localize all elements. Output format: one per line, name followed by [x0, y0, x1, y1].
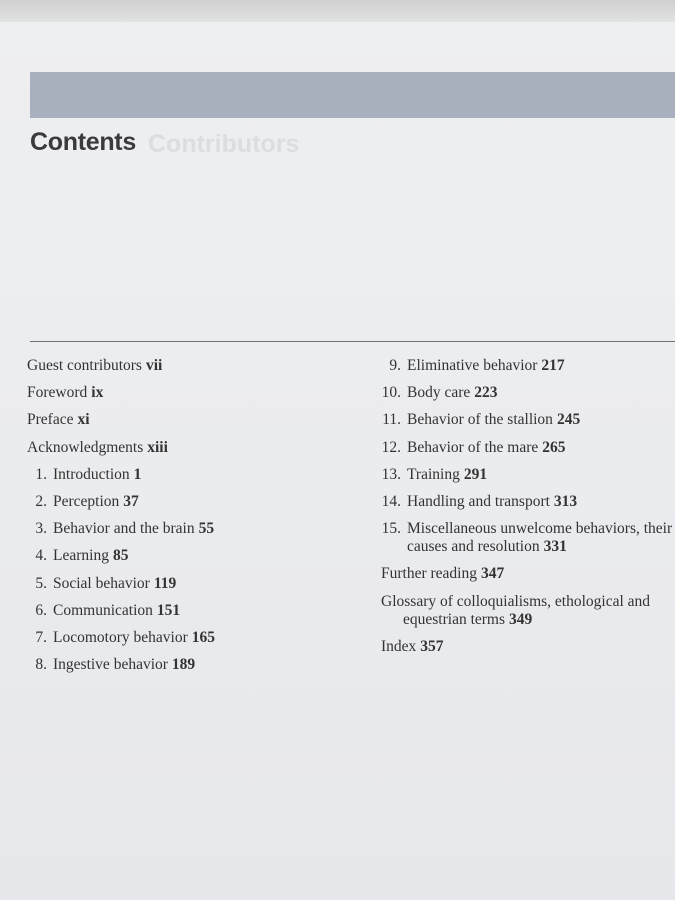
entry-label: Miscellaneous unwelcome behaviors, their [407, 520, 673, 538]
page-title: Contents [30, 128, 136, 156]
chapter-number: 1. [35, 465, 47, 483]
toc-entry [381, 384, 675, 402]
chapter-number: 15. [381, 520, 401, 538]
entry-label-continuation [381, 538, 675, 556]
toc-entry [27, 575, 367, 593]
toc-entry [27, 656, 367, 674]
toc-entry [27, 520, 367, 538]
toc-entry [27, 439, 367, 457]
entry-label: Perception [53, 492, 120, 510]
divider-rule [30, 341, 675, 342]
chapter-number: 3. [35, 520, 47, 538]
chapter-number: 13. [381, 465, 401, 483]
chapter-number: 9. [389, 357, 401, 374]
entry-label: Training [407, 465, 460, 483]
entry-label: Guest contributors [27, 357, 142, 374]
chapter-number: 8. [35, 656, 47, 674]
page-top-edge [0, 0, 675, 22]
entry-page: 151 [156, 601, 181, 619]
entry-label: Handling and transport [407, 492, 550, 510]
entry-label-continuation [381, 611, 675, 629]
toc-entry [381, 593, 675, 629]
toc-entry [27, 411, 367, 429]
entry-label: Body care [407, 384, 471, 402]
toc-entry [27, 384, 367, 402]
entry-page: 119 [153, 574, 177, 592]
toc-entry [381, 466, 675, 484]
entry-page: 357 [420, 637, 444, 655]
entry-label: Behavior of the mare [407, 438, 539, 456]
entry-page: 55 [198, 520, 215, 538]
entry-page: 223 [474, 384, 498, 402]
toc-entry [27, 493, 367, 511]
chapter-number: 12. [381, 438, 401, 456]
entry-label: Glossary of colloquialisms, ethological and [381, 592, 651, 610]
chapter-number: 10. [381, 384, 401, 402]
entry-page: 217 [541, 357, 565, 374]
entry-label: Social behavior [53, 574, 150, 592]
entry-label-cont-text: equestrian terms [403, 610, 506, 628]
entry-page: 349 [509, 610, 533, 628]
entry-label: Further reading [381, 565, 477, 583]
toc-entry [381, 357, 675, 375]
chapter-number: 6. [35, 601, 47, 619]
entry-label: Behavior of the stallion [407, 411, 553, 429]
entry-label: Learning [53, 547, 109, 565]
entry-label: Index [381, 637, 417, 655]
header-band [30, 72, 675, 118]
toc-left-column [27, 357, 367, 683]
entry-page: 1 [133, 465, 142, 483]
chapter-number: 2. [35, 492, 47, 510]
entry-page: 189 [171, 656, 196, 674]
chapter-number: 7. [35, 628, 47, 646]
entry-page: vii [145, 357, 163, 374]
entry-label: Communication [53, 601, 153, 619]
chapter-number: 11. [382, 411, 401, 429]
entry-label: Acknowledgments [27, 438, 144, 456]
toc-entry [27, 629, 367, 647]
toc-entry [27, 357, 367, 375]
entry-label-cont-text: causes and resolution [407, 538, 540, 556]
entry-page: ix [91, 384, 104, 402]
entry-page: 85 [112, 547, 129, 565]
toc-entry [381, 565, 675, 583]
entry-page: 331 [543, 538, 567, 556]
chapter-number: 4. [35, 547, 47, 565]
toc-entry [381, 520, 675, 556]
entry-page: 347 [480, 565, 505, 583]
toc-entry [27, 602, 367, 620]
entry-page: 245 [556, 411, 581, 429]
toc-entry [27, 466, 367, 484]
entry-page: 265 [542, 438, 566, 456]
toc-entry [27, 547, 367, 565]
chapter-number: 5. [35, 574, 47, 592]
toc-entry [381, 411, 675, 429]
entry-label: Ingestive behavior [53, 656, 168, 674]
entry-page: 165 [191, 628, 215, 646]
entry-page: 313 [553, 492, 578, 510]
entry-page: 37 [123, 492, 139, 510]
entry-page: xi [77, 411, 90, 429]
entry-label: Behavior and the brain [53, 520, 195, 538]
toc-entry [381, 638, 675, 656]
toc-entry [381, 439, 675, 457]
toc-right-column [381, 357, 675, 665]
chapter-number: 14. [381, 492, 401, 510]
entry-label: Foreword [27, 384, 88, 402]
entry-page: 291 [463, 465, 488, 483]
entry-label: Preface [27, 411, 74, 429]
entry-page: xiii [147, 438, 168, 456]
entry-label: Eliminative behavior [407, 357, 538, 374]
entry-label: Introduction [53, 465, 130, 483]
entry-label: Locomotory behavior [53, 628, 188, 646]
show-through-title: Contributors [148, 130, 300, 158]
toc-entry [381, 493, 675, 511]
